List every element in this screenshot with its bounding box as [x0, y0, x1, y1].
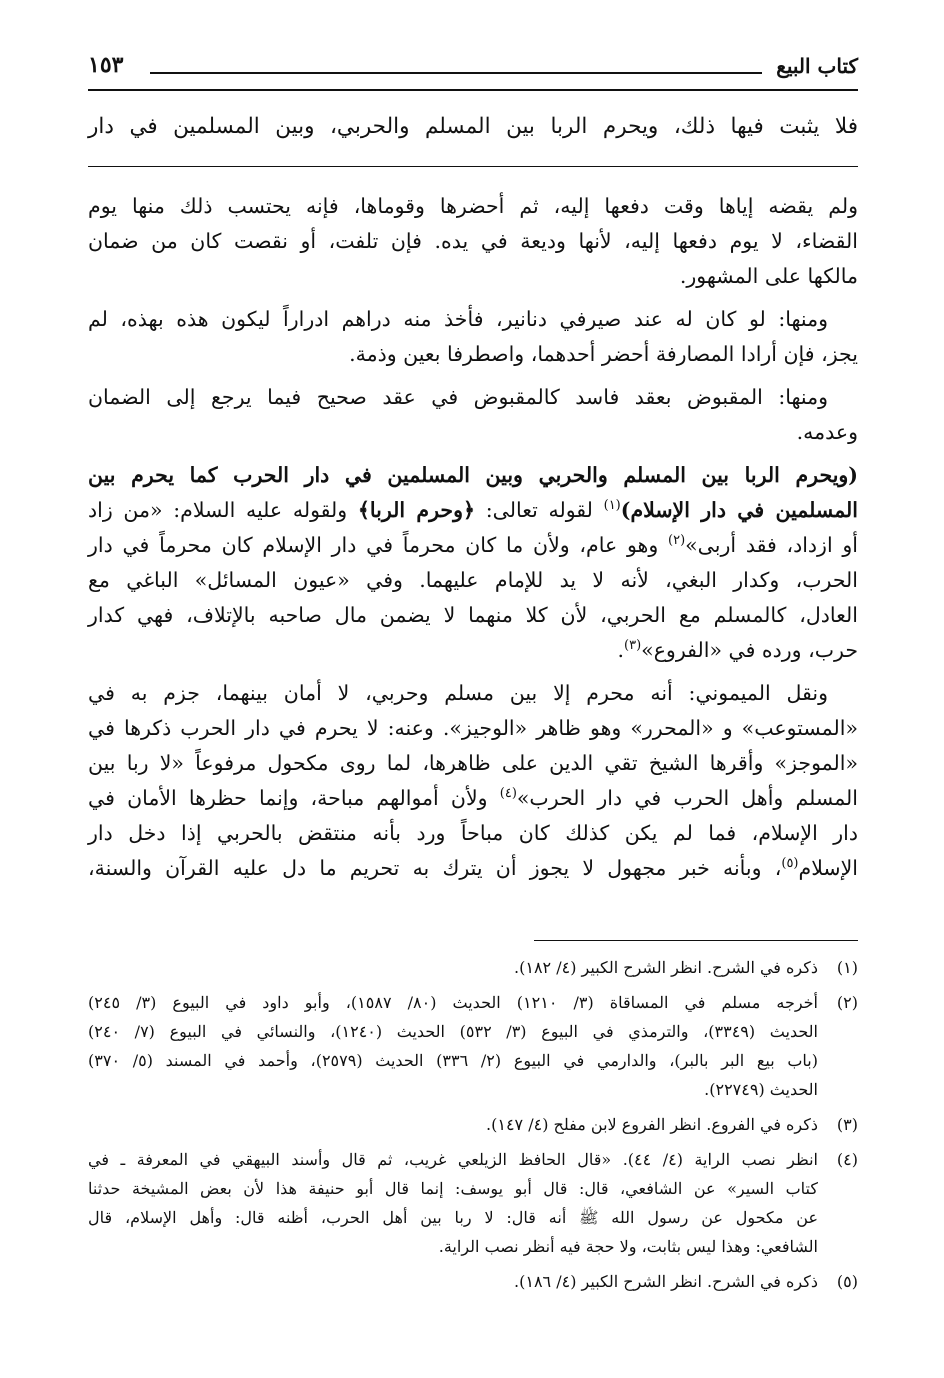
text-line: ونقل الميموني: أنه محرم إلا بين مسلم وحربي، لا أمان بينهما، جزم به في	[88, 681, 828, 705]
footnote-line: انظر نصب الراية (٤/ ٤٤). «قال الحافظ الزيلعي غريب، ثم قال وأسند البيهقي في المعرفة ـ في	[88, 1150, 818, 1169]
inline-text: وهو عام، ولأن ما كان محرماً في دار الإسلام كان محرماً في دار	[88, 533, 668, 557]
footnote-ref-4[interactable]: (٤)	[499, 786, 517, 802]
footnote-ref-1[interactable]: (١)	[603, 498, 621, 514]
text-line: الحرب، وكدار البغي، لأنه لا يد للإمام عليهما. وفي «عيون المسائل» الباغي مع	[88, 568, 858, 592]
paragraph-2	[88, 302, 858, 372]
footnote-divider	[534, 940, 858, 941]
text-line	[88, 781, 858, 816]
footnote-number: (٢)	[836, 993, 858, 1012]
footnote-line: ذكره في الشرح. انظر الشرح الكبير (٤/ ١٨٦).	[514, 1272, 818, 1291]
inline-text: أو ازداد، فقد أربى»	[685, 533, 858, 557]
footnote-line: ذكره في الفروع. انظر الفروع لابن مفلح (٤/ ١٤٧).	[486, 1115, 818, 1134]
inline-text: ، وبأنه خبر مجهول لا يجوز أن يترك به تحريم ما دل عليه القرآن والسنة،	[88, 856, 782, 880]
text-line: القضاء، لا يوم دفعها إليه، لأنها وديعة في يده. فإن تلفت، أو نقصت كان من ضمان	[88, 229, 858, 253]
footnote-4	[88, 1145, 858, 1261]
text-line: ومنها: لو كان له عند صيرفي دنانير، فأخذ منه دراهم ادراراً ليكون هذه بهذه، لم	[88, 307, 828, 331]
text-line: مالكها على المشهور.	[679, 264, 858, 288]
footnote-number: (٥)	[836, 1272, 858, 1291]
text-line: ومنها: المقبوض بعقد فاسد كالمقبوض في عقد صحيح فيما يرجع إلى الضمان	[88, 385, 828, 409]
footnote-number: (٤)	[836, 1150, 858, 1169]
footnote-number: (٣)	[836, 1115, 858, 1134]
quran-quote: ﴿وحرم الربا﴾	[357, 498, 476, 522]
text-line: وعدمه.	[796, 420, 858, 444]
footnote-1	[88, 953, 858, 982]
text-line: ولم يقضه إياها وقت دفعها إليه، ثم أحضرها وقوماها، فإنه يحتسب ذلك منها يوم	[88, 194, 858, 218]
inline-text: ولقوله عليه السلام: «من زاد	[88, 498, 358, 522]
footnotes	[88, 953, 858, 1302]
bold-heading: المسلمين في دار الإسلام)	[620, 498, 858, 522]
footnote-5	[88, 1267, 858, 1296]
paragraph-5	[88, 676, 858, 886]
footnote-ref-5[interactable]: (٥)	[781, 856, 799, 872]
inline-text: لقوله تعالى:	[475, 498, 604, 522]
inline-text: الإسلام	[798, 856, 858, 880]
text-line: يجز، فإن أرادا المصارفة أحضر أحدهما، واصطرفا بعين وذمة.	[349, 342, 858, 366]
inline-text: .	[617, 638, 625, 662]
footnote-3	[88, 1110, 858, 1139]
footnote-line: كتاب السير» عن الشافعي، قال: قال أبو يوسف: إنما قال أبو حنيفة هذا لأن بعض المشيخة حدثنا	[88, 1179, 818, 1198]
text-line: دار الإسلام، فما لم يكن كذلك كان مباحاً ورد بأنه منتقض بالحربي إذا دخل دار	[88, 821, 858, 845]
inline-text: المسلم وأهل الحرب في دار الحرب»	[516, 786, 858, 810]
page-header	[88, 50, 858, 86]
excerpt-divider	[88, 166, 858, 167]
footnote-line: ذكره في الشرح. انظر الشرح الكبير (٤/ ١٨٢).	[514, 958, 818, 977]
footnote-line: الحديث (٣٣٤٩)، والترمذي في البيوع (٣/ ٥٣٢) الحديث (١٢٤٠)، والنسائي في البيوع (٧/ ٢٤٠)	[88, 1022, 818, 1041]
text-line: (ويحرم الربا بين المسلم والحربي وبين المسلمين في دار الحرب كما يحرم بين	[88, 463, 858, 487]
footnote-line: أخرجه مسلم في المساقاة (٣/ ١٢١٠) الحديث (٨٠/ ١٥٨٧)، وأبو داود في البيوع (٣/ ٢٤٥)	[88, 993, 819, 1012]
text-line	[88, 528, 858, 563]
text-line: «الموجز» وأقرها الشيخ تقي الدين على ظاهرها، لما روى مكحول مرفوعاً «لا ربا بين	[88, 751, 858, 775]
text-line	[88, 633, 858, 668]
inline-text: ولأن أموالهم مباحة، وإنما حظرها الأمان في	[88, 786, 500, 810]
paragraph-3	[88, 380, 858, 450]
footnote-number: (١)	[836, 958, 858, 977]
paragraph-4	[88, 458, 858, 668]
footnote-line: الحديث (٢٢٧٤٩).	[704, 1080, 818, 1099]
header-rule	[150, 72, 762, 74]
text-line: «المستوعب» و «المحرر» وهو ظاهر «الوجيز». وعنه: لا يحرم في دار الحرب ذكرها في	[88, 716, 858, 740]
paragraph-1	[88, 189, 858, 294]
footnote-line: عن مكحول عن رسول الله ﷺ أنه قال: لا ربا بين أهل الحرب، أظنه قال: وأهل الإسلام، قال	[88, 1208, 818, 1227]
footnote-line: (باب بيع البر بالبر)، والدارمي في البيوع (٢/ ٣٣٦) الحديث (٢٥٧٩)، وأحمد في المسند (٥/ ٣٧٠)	[88, 1051, 818, 1070]
text-line	[88, 493, 858, 528]
inline-text: حرب، ورده في «الفروع»	[641, 638, 858, 662]
footnote-ref-3[interactable]: (٣)	[624, 638, 642, 654]
page-number: ١٥٣	[88, 52, 124, 78]
text-line	[88, 851, 858, 886]
main-text	[88, 189, 858, 894]
text-line: العادل، كالمسلم مع الحربي، لأن كلا منهما لا يضمن مال صاحبه بالإتلاف، فهي كدار	[88, 603, 858, 627]
footnote-ref-2[interactable]: (٢)	[668, 533, 686, 549]
running-excerpt: فلا يثبت فيها ذلك، ويحرم الربا بين المسلم والحربي، وبين المسلمين في دار	[88, 114, 858, 139]
footnote-2	[88, 988, 858, 1104]
footnote-line: الشافعي: وهذا ليس بثابت، ولا حجة فيه أنظر نصب الراية.	[438, 1237, 818, 1256]
chapter-title: كتاب البيع	[776, 54, 858, 78]
header-divider	[88, 89, 858, 91]
